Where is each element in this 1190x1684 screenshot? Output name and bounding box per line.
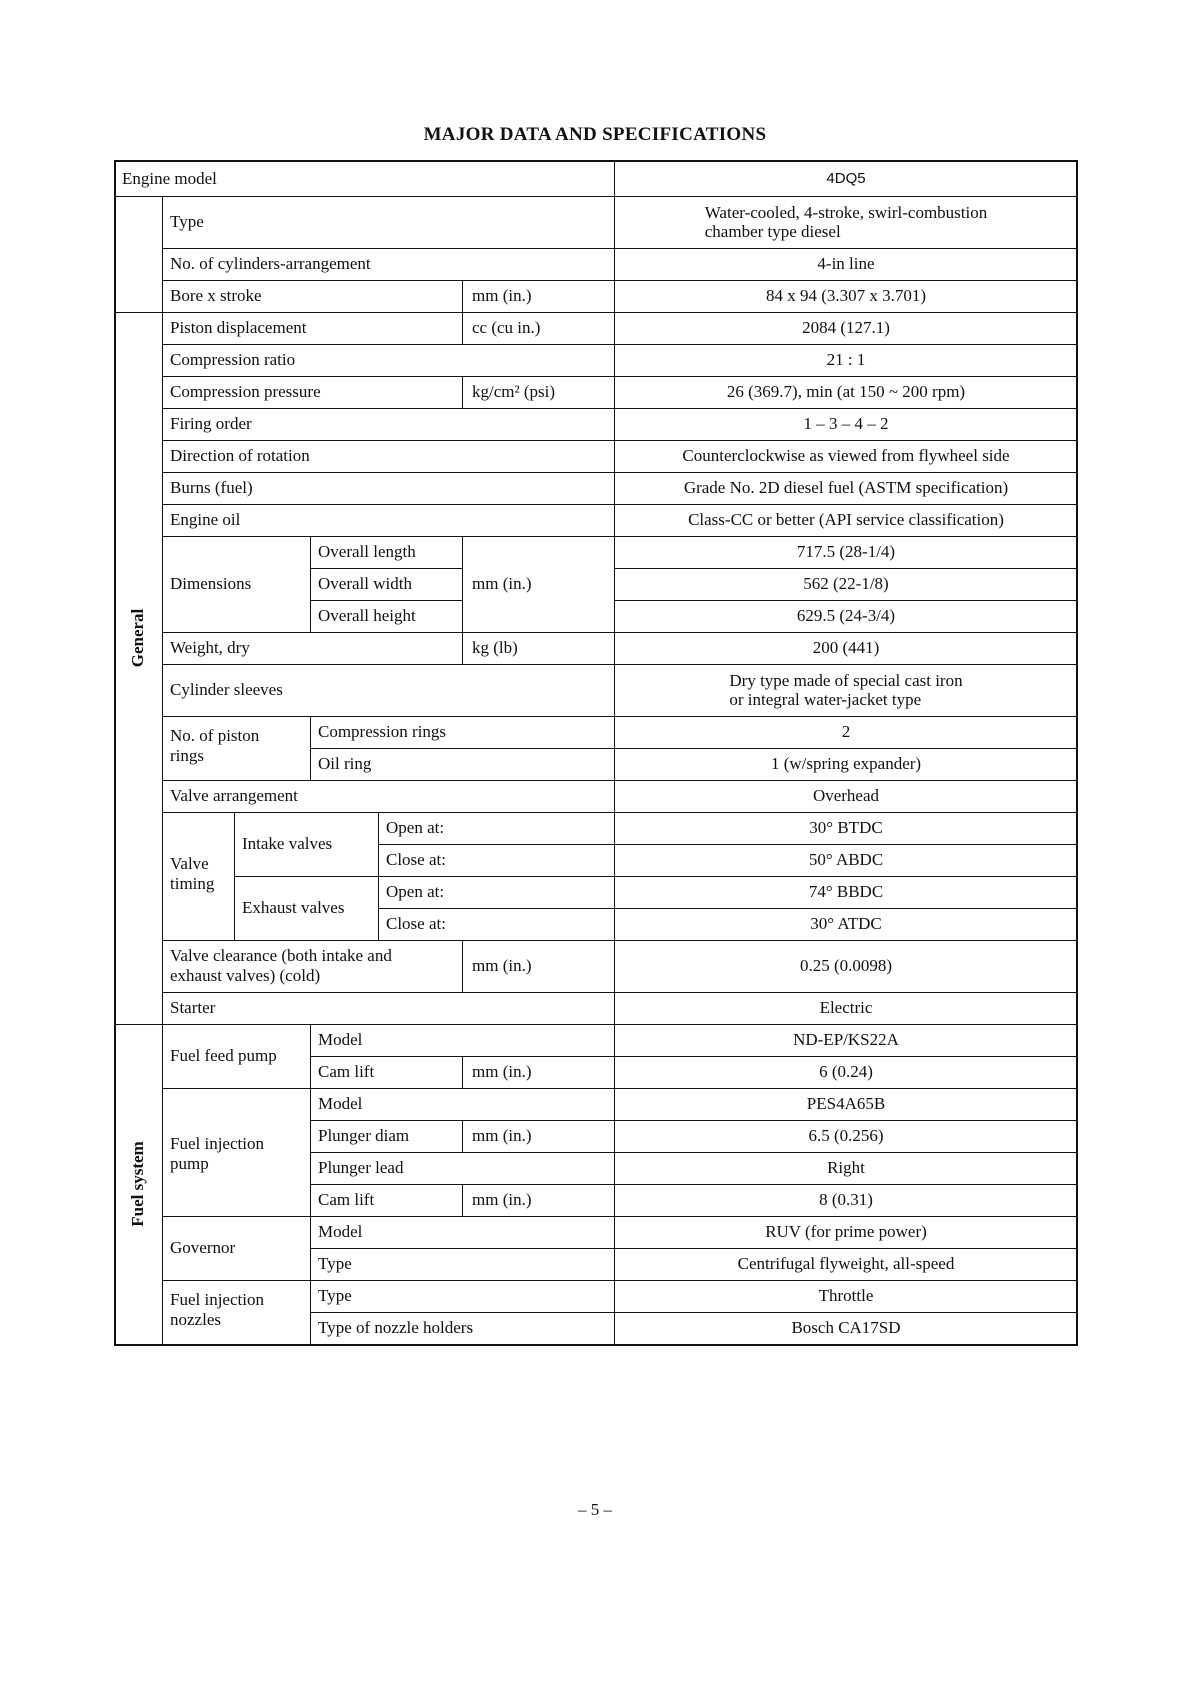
compression-ratio-label: Compression ratio [170, 350, 296, 369]
engine-model-value: 4DQ5 [826, 170, 866, 187]
valve-timing-label-line2: timing [170, 874, 215, 893]
overall-height-label: Overall height [318, 606, 416, 625]
cylinders-label: No. of cylinders-arrangement [170, 254, 371, 273]
type-value [614, 196, 1078, 248]
plunger-lead-value: Right [827, 1158, 865, 1177]
valve-clearance-label-line1: Valve clearance (both intake and [170, 946, 392, 965]
specifications-table [114, 160, 1078, 1350]
compression-pressure-unit: kg/cm² (psi) [472, 382, 555, 401]
bore-stroke-unit: mm (in.) [472, 286, 532, 305]
displacement-value: 2084 (127.1) [802, 318, 890, 337]
fuel-feed-pump-label: Fuel feed pump [170, 1046, 277, 1065]
intake-open-value: 30° BTDC [809, 818, 883, 837]
valve-timing-label-line1: Valve [170, 854, 209, 873]
cylinder-sleeves-value [614, 664, 1078, 716]
bore-stroke-label: Bore x stroke [170, 286, 262, 305]
fuel-value: Grade No. 2D diesel fuel (ASTM specification) [683, 478, 1009, 497]
engine-model-label: Engine model [122, 169, 217, 188]
compression-rings-label: Compression rings [318, 722, 446, 741]
overall-width-label: Overall width [318, 574, 412, 593]
type-value-line2: chamber type diesel [704, 222, 841, 241]
section-label-general: General [128, 608, 147, 668]
nozzle-holder-label: Type of nozzle holders [318, 1318, 474, 1337]
section-label-fuel-system: Fuel system [128, 1141, 147, 1227]
weight-value: 200 (441) [812, 638, 880, 657]
timing-divider [234, 812, 235, 940]
plunger-lead-label: Plunger lead [318, 1158, 404, 1177]
plunger-diam-label: Plunger diam [318, 1126, 410, 1145]
injection-pump-cam-lift-value: 8 (0.31) [819, 1190, 873, 1209]
unit-divider [462, 632, 463, 664]
firing-order-label: Firing order [170, 414, 252, 433]
unit-divider [462, 312, 463, 344]
weight-unit: kg (lb) [472, 638, 518, 657]
compression-pressure-label: Compression pressure [170, 382, 321, 401]
displacement-label: Piston displacement [170, 318, 307, 337]
unit-divider [462, 536, 463, 632]
exhaust-close-label: Close at: [386, 914, 446, 933]
exhaust-valves-label: Exhaust valves [242, 898, 345, 917]
nozzle-holder-value: Bosch CA17SD [791, 1318, 901, 1337]
overall-height-value: 629.5 (24-3/4) [796, 606, 896, 625]
feed-pump-cam-lift-unit: mm (in.) [472, 1062, 532, 1081]
unit-divider [462, 376, 463, 408]
overall-width-value: 562 (22-1/8) [803, 574, 889, 593]
fuel-label: Burns (fuel) [170, 478, 253, 497]
unit-divider [462, 280, 463, 312]
weight-label: Weight, dry [170, 638, 250, 657]
compression-ratio-value: 21 : 1 [826, 350, 866, 369]
injection-pump-cam-lift-unit: mm (in.) [472, 1190, 532, 1209]
intake-open-label: Open at: [386, 818, 445, 837]
compression-rings-value: 2 [841, 722, 851, 741]
dimensions-label: Dimensions [170, 574, 252, 593]
rotation-label: Direction of rotation [170, 446, 310, 465]
piston-rings-label-line1: No. of piston [170, 726, 260, 745]
plunger-diam-unit: mm (in.) [472, 1126, 532, 1145]
injection-pump-cam-lift-label: Cam lift [318, 1190, 375, 1209]
intake-close-value: 50° ABDC [808, 850, 884, 869]
valve-timing-label [170, 854, 214, 894]
intake-valves-label: Intake valves [242, 834, 333, 853]
valve-arrangement-value: Overhead [812, 786, 880, 805]
injection-pump-model-label: Model [318, 1094, 363, 1113]
valve-clearance-value: 0.25 (0.0098) [799, 956, 893, 975]
cylinder-sleeves-label: Cylinder sleeves [170, 680, 283, 699]
table-border-left [114, 160, 116, 1346]
unit-divider [462, 1056, 463, 1088]
sublabel-divider [310, 1024, 311, 1344]
nozzles-label-line1: Fuel injection [170, 1290, 264, 1309]
rotation-value: Counterclockwise as viewed from flywheel side [682, 446, 1010, 465]
sublabel-divider [310, 536, 311, 632]
page-number: – 5 – [578, 1500, 612, 1519]
compression-pressure-value: 26 (369.7), min (at 150 ~ 200 rpm) [726, 382, 966, 401]
starter-value: Electric [819, 998, 873, 1017]
cylinder-sleeves-line1: Dry type made of special cast iron [729, 671, 963, 690]
feed-pump-model-label: Model [318, 1030, 363, 1049]
page-title: MAJOR DATA AND SPECIFICATIONS [423, 124, 767, 145]
nozzles-label [170, 1290, 264, 1330]
exhaust-open-value: 74° BBDC [808, 882, 884, 901]
displacement-unit: cc (cu in.) [472, 318, 541, 337]
dimensions-unit: mm (in.) [472, 574, 532, 593]
cylinders-value: 4-in line [817, 254, 875, 273]
valve-clearance-unit: mm (in.) [472, 956, 532, 975]
type-label: Type [170, 212, 204, 231]
exhaust-close-value: 30° ATDC [810, 914, 882, 933]
injection-pump-label-line2: pump [170, 1154, 209, 1173]
unit-divider [462, 1184, 463, 1216]
bore-stroke-value: 84 x 94 (3.307 x 3.701) [765, 286, 927, 305]
unit-divider [462, 940, 463, 992]
firing-order-value: 1 – 3 – 4 – 2 [803, 414, 889, 433]
nozzle-type-value: Throttle [818, 1286, 874, 1305]
valve-clearance-label-line2: exhaust valves) (cold) [170, 966, 321, 985]
injection-pump-label-line1: Fuel injection [170, 1134, 264, 1153]
section-column-divider [162, 196, 163, 1346]
piston-rings-label [170, 726, 259, 766]
nozzle-type-label: Type [318, 1286, 352, 1305]
feed-pump-model-value: ND-EP/KS22A [793, 1030, 899, 1049]
unit-divider [462, 1120, 463, 1152]
overall-length-label: Overall length [318, 542, 416, 561]
governor-label: Governor [170, 1238, 236, 1257]
type-value-line1: Water-cooled, 4-stroke, swirl-combustion [704, 203, 988, 222]
piston-rings-label-line2: rings [170, 746, 204, 765]
injection-pump-label [170, 1134, 264, 1174]
plunger-diam-value: 6.5 (0.256) [808, 1126, 884, 1145]
oil-ring-value: 1 (w/spring expander) [770, 754, 922, 773]
engine-oil-value: Class-CC or better (API service classification) [688, 510, 1004, 529]
starter-label: Starter [170, 998, 216, 1017]
feed-pump-cam-lift-label: Cam lift [318, 1062, 375, 1081]
intake-close-label: Close at: [386, 850, 446, 869]
exhaust-open-label: Open at: [386, 882, 445, 901]
table-border-bottom [114, 1344, 1078, 1346]
overall-length-value: 717.5 (28-1/4) [796, 542, 896, 561]
sublabel-divider [310, 716, 311, 780]
governor-type-value: Centrifugal flyweight, all-speed [737, 1254, 955, 1273]
engine-oil-label: Engine oil [170, 510, 241, 529]
oil-ring-label: Oil ring [318, 754, 372, 773]
governor-model-label: Model [318, 1222, 363, 1241]
cylinder-sleeves-line2: or integral water-jacket type [729, 690, 922, 709]
nozzles-label-line2: nozzles [170, 1310, 221, 1329]
injection-pump-model-value: PES4A65B [806, 1094, 886, 1113]
valve-arrangement-label: Valve arrangement [170, 786, 298, 805]
timing-divider [378, 812, 379, 940]
governor-type-label: Type [318, 1254, 352, 1273]
valve-clearance-label [170, 946, 392, 986]
feed-pump-cam-lift-value: 6 (0.24) [819, 1062, 873, 1081]
governor-model-value: RUV (for prime power) [765, 1222, 927, 1241]
